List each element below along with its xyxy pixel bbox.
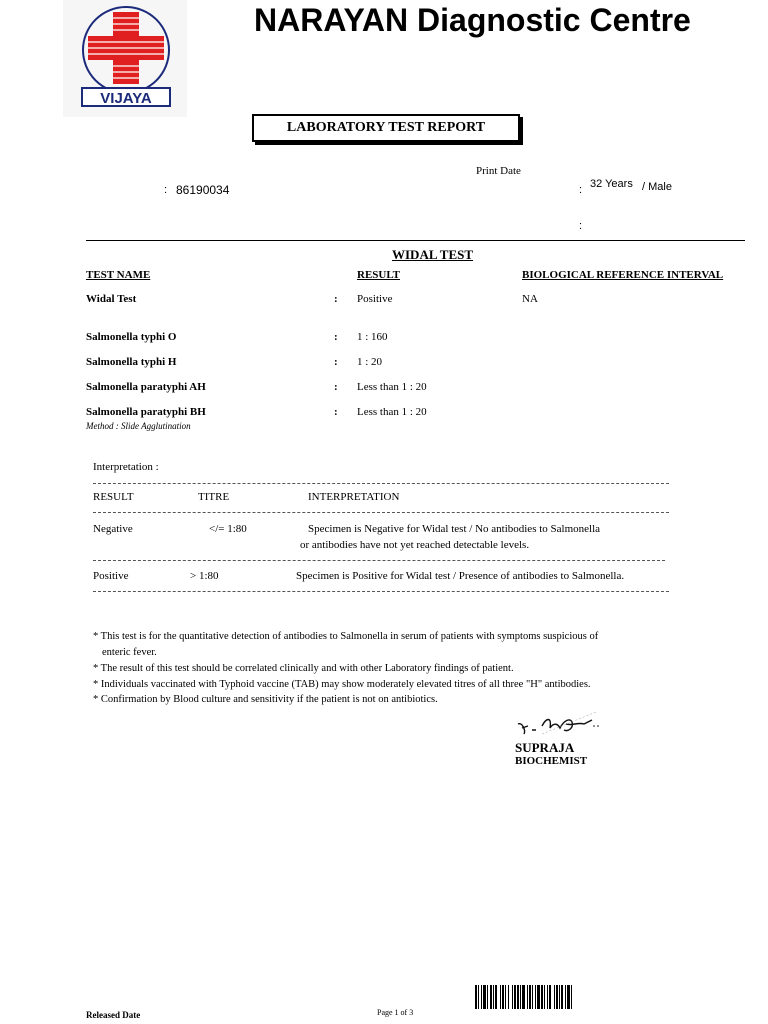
note-line: * The result of this test should be correlated clinically and with other Laboratory findings of patient. xyxy=(93,663,514,674)
signature xyxy=(512,704,602,742)
dashed-divider xyxy=(93,591,669,592)
barcode-bar xyxy=(487,985,488,1009)
note-line: * Individuals vaccinated with Typhoid vaccine (TAB) may show moderately elevated titres of all three "H" antibodies. xyxy=(93,679,591,690)
test-result: 1 : 160 xyxy=(357,331,388,343)
barcode-bar xyxy=(493,985,494,1009)
barcode-bar xyxy=(505,985,506,1009)
column-result: RESULT xyxy=(357,269,401,281)
barcode-bar xyxy=(565,985,566,1009)
barcode-bar xyxy=(535,985,536,1009)
negative-text-line2: or antibodies have not yet reached detectable levels. xyxy=(300,539,530,551)
patient-age: 32 Years xyxy=(590,178,633,190)
dashed-divider xyxy=(93,560,665,561)
patient-gender: / Male xyxy=(642,181,672,193)
signatory-role: BIOCHEMIST xyxy=(515,755,588,767)
age-separator: : xyxy=(579,184,583,196)
barcode-bar xyxy=(567,985,570,1009)
barcode-bar xyxy=(544,985,545,1009)
barcode-bar xyxy=(532,985,533,1009)
interp-header-interpretation: INTERPRETATION xyxy=(308,491,400,503)
row-separator: : xyxy=(334,406,338,418)
barcode-bar xyxy=(547,985,548,1009)
method-note: Method : Slide Agglutination xyxy=(86,421,191,431)
note-line: enteric fever. xyxy=(102,647,157,658)
print-date-label: Print Date xyxy=(476,165,521,177)
test-name: Widal Test xyxy=(86,293,137,305)
positive-text: Specimen is Positive for Widal test / Presence of antibodies to Salmonella. xyxy=(296,570,625,582)
vijaya-logo xyxy=(78,6,174,108)
barcode-bar xyxy=(554,985,555,1009)
barcode xyxy=(475,985,613,1009)
page-number: Page 1 of 3 xyxy=(377,1008,414,1017)
column-reference: BIOLOGICAL REFERENCE INTERVAL xyxy=(522,269,724,281)
barcode-bar xyxy=(517,985,519,1009)
note-line: * This test is for the quantitative detection of antibodies to Salmonella in serum of patients with symptoms suspicious of xyxy=(93,631,599,642)
red-cross-icon xyxy=(88,12,164,84)
barcode-bar xyxy=(549,985,551,1009)
test-name: Salmonella typhi O xyxy=(86,331,177,343)
positive-titre: > 1:80 xyxy=(190,570,219,582)
test-name: Salmonella paratyphi BH xyxy=(86,406,206,418)
barcode-bar xyxy=(490,985,492,1009)
barcode-bar xyxy=(514,985,516,1009)
negative-text-line1: Specimen is Negative for Widal test / No antibodies to Salmonella xyxy=(308,523,601,535)
negative-result: Negative xyxy=(93,523,133,535)
test-result: Positive xyxy=(357,293,393,305)
logo-text: VIJAYA xyxy=(100,90,152,107)
interp-header-titre: TITRE xyxy=(198,491,230,503)
barcode-bar xyxy=(556,985,558,1009)
test-reference: NA xyxy=(522,293,538,305)
barcode-bar xyxy=(520,985,521,1009)
extra-separator: : xyxy=(579,220,583,232)
test-name: Salmonella paratyphi AH xyxy=(86,381,206,393)
negative-titre: </= 1:80 xyxy=(209,523,247,535)
dashed-divider xyxy=(93,483,669,484)
barcode-bar xyxy=(541,985,543,1009)
row-separator: : xyxy=(334,331,338,343)
patient-id: 86190034 xyxy=(176,183,230,197)
barcode-bar xyxy=(529,985,531,1009)
note-line: * Confirmation by Blood culture and sensitivity if the patient is not on antibiotics. xyxy=(93,694,438,705)
row-separator: : xyxy=(334,356,338,368)
interp-header-result: RESULT xyxy=(93,491,134,503)
barcode-bar xyxy=(502,985,504,1009)
test-result: Less than 1 : 20 xyxy=(357,381,427,393)
barcode-bar xyxy=(561,985,563,1009)
signatory-name: SUPRAJA xyxy=(515,740,575,755)
barcode-bar xyxy=(537,985,540,1009)
dashed-divider xyxy=(93,512,669,513)
barcode-bar xyxy=(559,985,560,1009)
barcode-bar xyxy=(500,985,501,1009)
barcode-bar xyxy=(512,985,513,1009)
test-name: Salmonella typhi H xyxy=(86,356,177,368)
barcode-bar xyxy=(495,985,497,1009)
interpretation-label: Interpretation : xyxy=(93,461,159,473)
positive-result: Positive xyxy=(93,570,129,582)
barcode-bar xyxy=(508,985,509,1009)
barcode-bar xyxy=(527,985,528,1009)
barcode-bar xyxy=(481,985,482,1009)
header-divider xyxy=(86,240,745,241)
row-separator: : xyxy=(334,293,338,305)
report-title: LABORATORY TEST REPORT xyxy=(252,114,520,142)
barcode-bar xyxy=(571,985,572,1009)
page-title: NARAYAN Diagnostic Centre xyxy=(254,2,691,38)
column-test-name: TEST NAME xyxy=(86,269,151,281)
barcode-bar xyxy=(478,985,479,1009)
patient-id-separator: : xyxy=(164,184,168,196)
barcode-bar xyxy=(522,985,525,1009)
section-title: WIDAL TEST xyxy=(392,247,474,262)
test-result: Less than 1 : 20 xyxy=(357,406,427,418)
barcode-bar xyxy=(483,985,486,1009)
row-separator: : xyxy=(334,381,338,393)
barcode-bar xyxy=(475,985,477,1009)
test-result: 1 : 20 xyxy=(357,356,383,368)
released-date-label: Released Date xyxy=(86,1010,141,1020)
